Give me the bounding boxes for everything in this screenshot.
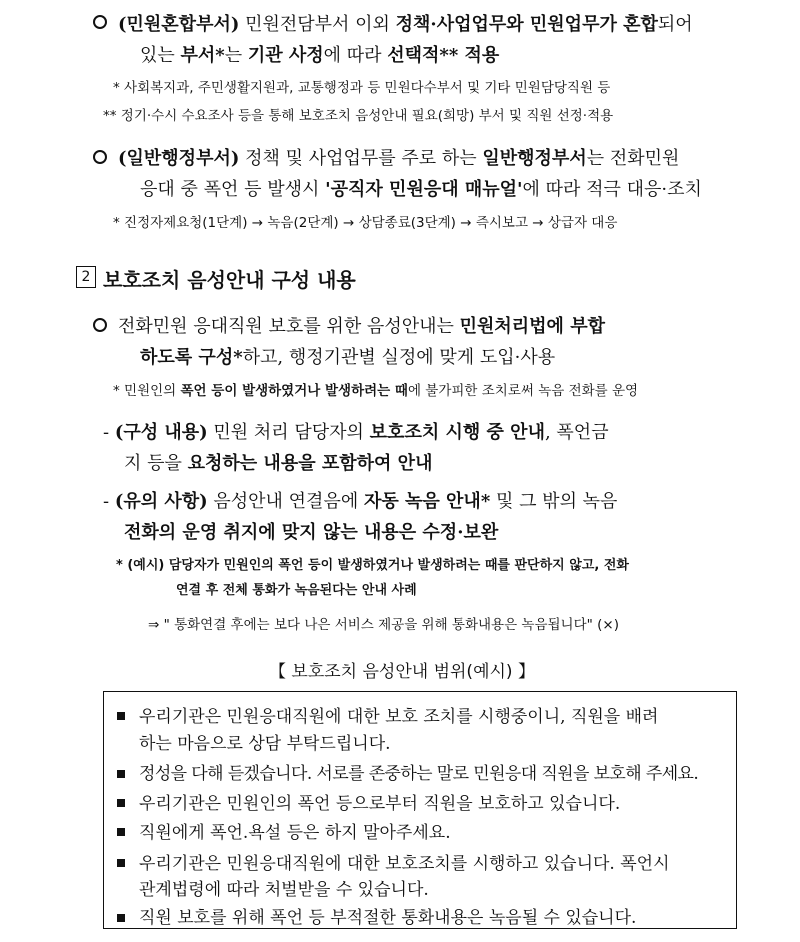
- text-run: 하고, 행정기관별 실정에 맞게 도입·사용: [242, 347, 556, 368]
- box-item-6: 직원 보호를 위해 폭언 등 부적절한 통화내용은 녹음될 수 있습니다.: [139, 908, 637, 928]
- general-dept-line-1: [118, 144, 679, 170]
- text-run: 전화민원 응대직원 보호를 위한 음성안내는: [118, 316, 460, 337]
- text-run: 및 그 밖의 녹음: [490, 491, 618, 512]
- text-run: 정책 및 사업업무를 주로 하는: [239, 148, 483, 169]
- bullet-circle-icon: [93, 150, 107, 164]
- caution-line-2: [124, 518, 498, 544]
- text-run: 민원 처리 담당자의: [207, 422, 370, 443]
- text-run: 보호조치 시행 중 안내: [369, 422, 545, 443]
- text-run: -: [103, 491, 115, 512]
- text-run: 폭언 등이 발생하였거나 발생하려는 때: [180, 383, 408, 399]
- text-run: 에 따라 적극 대응·조치: [522, 179, 702, 200]
- box-item-1: 우리기관은 민원응대직원에 대한 보호 조치를 시행중이니, 직원을 배려: [139, 707, 659, 727]
- text-run: 기관 사정: [247, 45, 324, 66]
- square-bullet-icon: [117, 828, 125, 836]
- text-run: 정책·사업업무와 민원업무가 혼합: [395, 14, 658, 35]
- text-run: 민원전담부서 이외: [239, 14, 396, 35]
- text-run: 에 불가피한 조치로써 녹음 전화를 운영: [407, 383, 639, 399]
- text-run: 전화의 운영 취지에 맞지 않는 내용은 수정·보완: [124, 522, 499, 543]
- text-run: , 폭언금: [544, 422, 609, 443]
- text-run: 민원처리법에 부합: [459, 316, 605, 337]
- box-item-5-cont: 관계법령에 따라 처벌받을 수 있습니다.: [139, 880, 429, 900]
- bullet-circle-icon: [93, 15, 107, 29]
- box-item-2: 정성을 다해 듣겠습니다. 서로를 존중하는 말로 민원응대 직원을 보호해 주세요.: [139, 764, 699, 784]
- box-item-4: 직원에게 폭언.욕설 등은 하지 말아주세요.: [139, 823, 451, 843]
- mixed-dept-line-1: [118, 10, 693, 36]
- text-run: '공직자 민원응대 매뉴얼': [325, 179, 523, 200]
- square-bullet-icon: [117, 914, 125, 922]
- composition-detail-line-2: [124, 449, 432, 475]
- text-run: (유의 사항): [114, 491, 208, 512]
- text-run: 선택적** 적용: [387, 45, 500, 66]
- example-quote: ⇒ " 통화연결 후에는 보다 나은 서비스 제공을 위해 통화내용은 녹음됩니다" (×): [148, 617, 619, 633]
- text-run: 요청하는 내용을 포함하여 안내: [187, 453, 433, 474]
- caution-line-1: [103, 487, 617, 513]
- composition-detail-line-1: [103, 418, 609, 444]
- footnote-response-steps: * 진정자제요청(1단계) → 녹음(2단계) → 상담종료(3단계) → 즉시보고 → 상급자 대응: [113, 215, 618, 231]
- text-run: * 민원인의: [113, 383, 181, 399]
- general-dept-line-2: [140, 175, 702, 201]
- composition-line-2: [140, 343, 555, 369]
- example-box-title: 【 보호조치 음성안내 범위(예시) 】: [269, 662, 535, 682]
- footnote-recording: [113, 379, 638, 399]
- text-run: 지 등을: [124, 453, 188, 474]
- example-note-line-1: * (예시) 담당자가 민원인의 폭언 등이 발생하였거나 발생하려는 때를 판단하지 않고, 전화: [116, 558, 629, 573]
- footnote-mixed-dept-2: ** 정기·수시 수요조사 등을 통해 보호조치 음성안내 필요(희망) 부서 및 직원 선정·적용: [103, 108, 614, 124]
- section-title: 보호조치 음성안내 구성 내용: [103, 268, 356, 292]
- text-run: 있는: [140, 45, 181, 66]
- footnote-mixed-dept-1: * 사회복지과, 주민생활지원과, 교통행정과 등 민원다수부서 및 기타 민원담당직원 등: [113, 80, 611, 96]
- text-run: 응대 중 폭언 등 발생시: [140, 179, 326, 200]
- text-run: 음성안내 연결음에: [207, 491, 364, 512]
- text-run: 일반행정부서: [482, 148, 587, 169]
- box-item-1-cont: 하는 마음으로 상담 부탁드립니다.: [139, 734, 391, 754]
- text-run: 에 따라: [323, 45, 388, 66]
- text-run: (구성 내용): [114, 422, 208, 443]
- square-bullet-icon: [117, 770, 125, 778]
- text-run: 자동 녹음 안내*: [363, 491, 491, 512]
- text-run: 되어: [657, 14, 693, 35]
- text-run: (일반행정부서): [118, 148, 240, 169]
- bullet-circle-icon: [93, 318, 107, 332]
- composition-line-1: [118, 312, 605, 338]
- section-number: 2: [76, 266, 96, 288]
- box-item-3: 우리기관은 민원인의 폭언 등으로부터 직원을 보호하고 있습니다.: [139, 794, 621, 814]
- text-run: 부서*: [180, 45, 225, 66]
- example-note-line-2: 연결 후 전체 통화가 녹음된다는 안내 사례: [176, 583, 417, 598]
- square-bullet-icon: [117, 799, 125, 807]
- text-run: 는: [224, 45, 248, 66]
- text-run: (민원혼합부서): [118, 14, 240, 35]
- square-bullet-icon: [117, 712, 125, 720]
- mixed-dept-line-2: [140, 41, 499, 67]
- box-item-5: 우리기관은 민원응대직원에 대한 보호조치를 시행하고 있습니다. 폭언시: [139, 854, 670, 874]
- text-run: 하도록 구성*: [140, 347, 243, 368]
- text-run: -: [103, 422, 115, 443]
- square-bullet-icon: [117, 859, 125, 867]
- text-run: 는 전화민원: [586, 148, 680, 169]
